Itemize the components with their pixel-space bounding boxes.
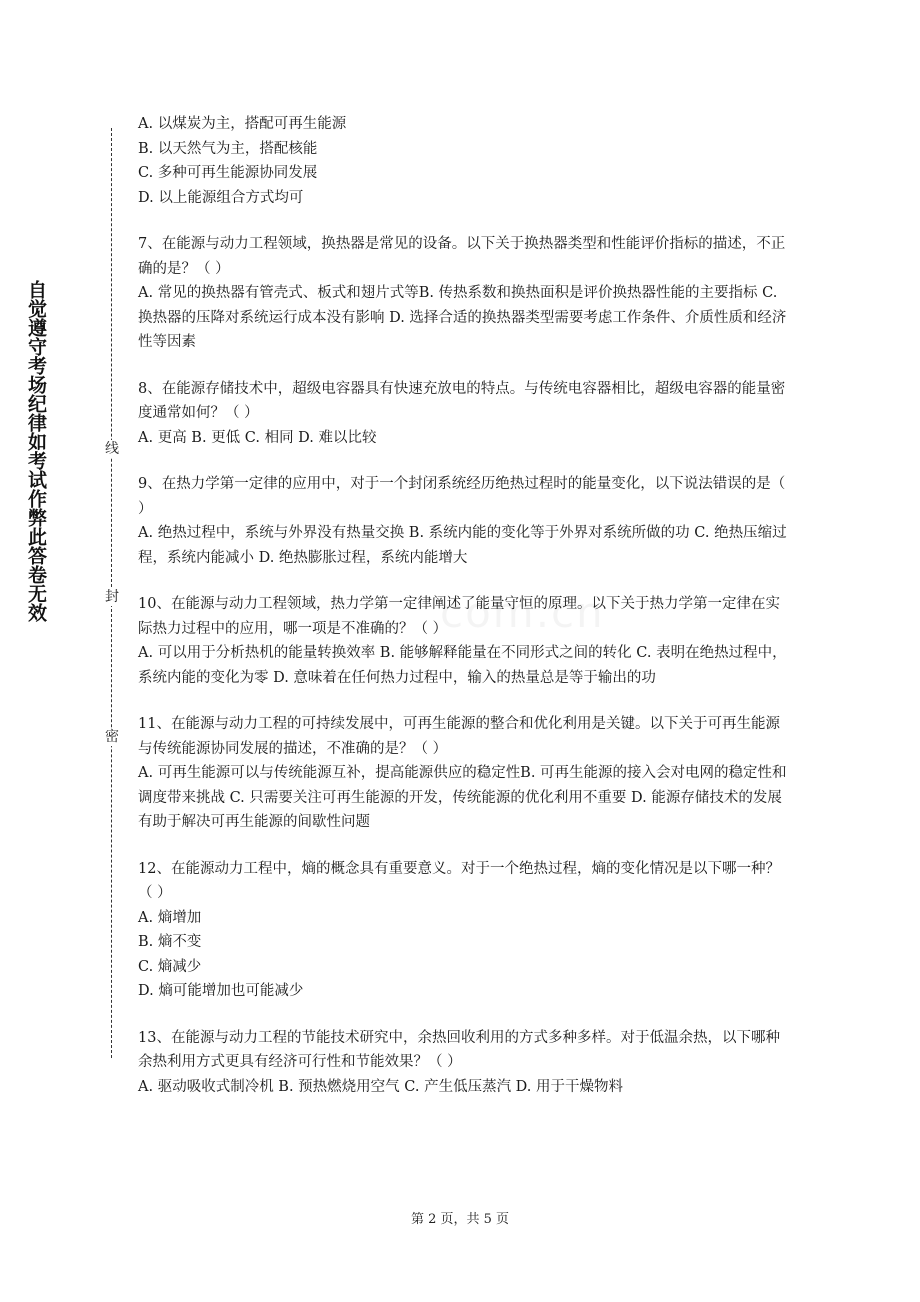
question-6-options [138,112,788,210]
option-line: C. 多种可再生能源协同发展 [138,165,318,181]
question-9 [138,472,788,570]
question-10 [138,592,788,690]
question-options: A. 更高 B. 更低 C. 相同 D. 难以比较 [138,429,377,446]
question-options: A. 常见的换热器有管壳式、板式和翅片式等B. 传热系数和换热面积是评价换热器性能的主要指标 C. 换热器的压降对系统运行成本没有影响 D. 选择合适的换热器类型需要考虑工作条件、介质性质和经济性等因素 [138,285,787,350]
option-line: D. 以上能源组合方式均可 [138,189,304,206]
question-options: A. 可再生能源可以与传统能源互补，提高能源供应的稳定性B. 可再生能源的接入会对电网的稳定性和调度带来挑战 C. 只需要关注可再生能源的开发，传统能源的优化利用不重要 D. 能源存储技术的发展有助于解决可再生能源的间歇性问题 [138,765,787,830]
question-options: A. 可以用于分析热机的能量转换效率 B. 能够解释能量在不同形式之间的转化 C. 表明在绝热过程中，系统内能的变化为零 D. 意味着在任何热力过程中，输入的热量总是等于输出的功 [138,645,787,686]
exam-discipline-notice: 自觉遵守考场纪律如考试作弊此答卷无效 [25,280,47,622]
page-number-footer: 第 2 页，共 5 页 [410,1212,510,1227]
option-line: A. 以煤炭为主，搭配可再生能源 [138,116,347,132]
option-line: A. 熵增加 [138,909,202,926]
question-8 [138,377,788,451]
question-stem: 11、在能源与动力工程的可持续发展中，可再生能源的整合和优化利用是关键。以下关于可再生能源与传统能源协同发展的描述，不准确的是？（ ） [138,716,780,757]
question-content [138,112,788,1121]
option-line: D. 熵可能增加也可能减少 [138,983,304,999]
option-line: C. 熵减少 [138,958,202,975]
question-7 [138,232,788,355]
binding-label-xian: 线 [105,441,119,457]
question-options: A. 绝热过程中，系统与外界没有热量交换 B. 系统内能的变化等于外界对系统所做的功 C. 绝热压缩过程，系统内能减小 D. 绝热膨胀过程，系统内能增大 [138,525,787,566]
question-13 [138,1026,788,1100]
option-line: B. 以天然气为主，搭配核能 [138,140,318,157]
question-stem: 10、在能源与动力工程领域，热力学第一定律阐述了能量守恒的原理。以下关于热力学第一定律在实际热力过程中的应用，哪一项是不准确的？（ ） [138,596,780,637]
question-stem: 13、在能源与动力工程的节能技术研究中，余热回收利用的方式多种多样。对于低温余热，以下哪种余热利用方式更具有经济可行性和节能效果？（ ） [138,1029,780,1070]
option-line: B. 熵不变 [138,934,202,950]
question-stem: 8、在能源存储技术中，超级电容器具有快速充放电的特点。与传统电容器相比，超级电容器的能量密度通常如何？（ ） [138,380,786,421]
question-11 [138,712,788,835]
question-stem: 12、在能源动力工程中，熵的概念具有重要意义。对于一个绝热过程，熵的变化情况是以下哪一种？（ ） [138,860,780,901]
question-stem: 9、在热力学第一定律的应用中，对于一个封闭系统经历绝热过程时的能量变化，以下说法错误的是（ ） [138,476,786,517]
binding-label-feng: 封 [105,589,119,605]
question-12 [138,857,788,1004]
question-stem: 7、在能源与动力工程领域，换热器是常见的设备。以下关于换热器类型和性能评价指标的描述，不正确的是？（ ） [138,236,786,277]
question-options: A. 驱动吸收式制冷机 B. 预热燃烧用空气 C. 产生低压蒸汽 D. 用于干燥物料 [138,1078,624,1095]
binding-label-mi: 密 [105,729,119,745]
